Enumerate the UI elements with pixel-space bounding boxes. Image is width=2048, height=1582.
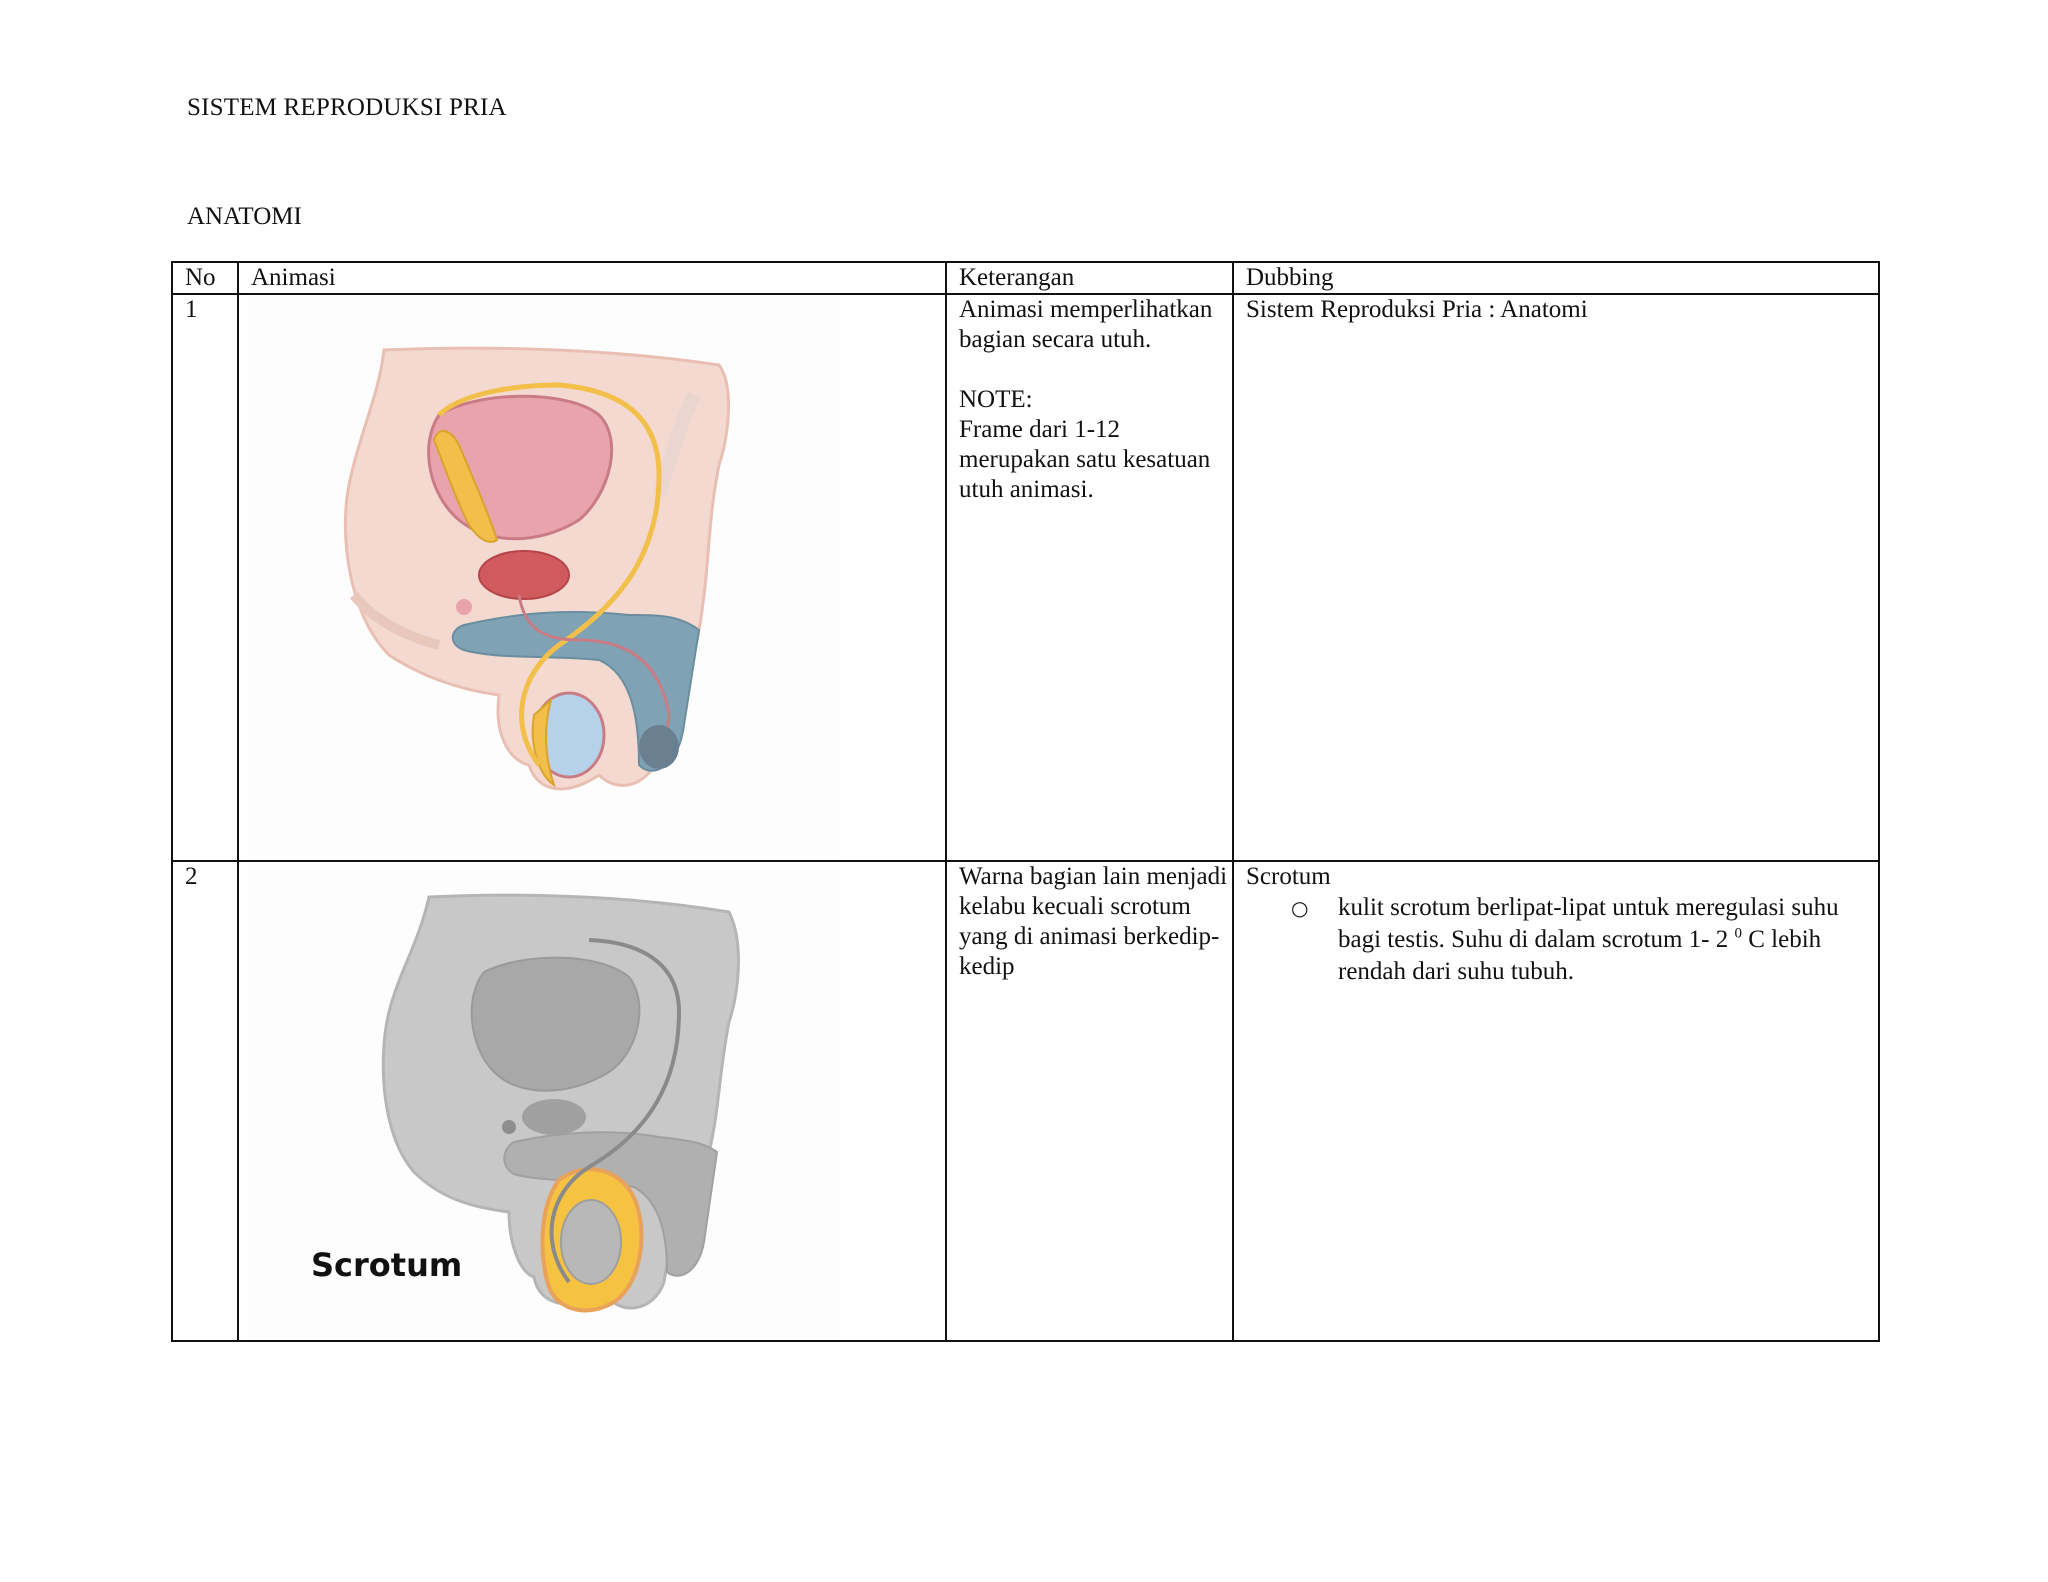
table-row xyxy=(172,861,1879,1341)
table-row xyxy=(172,294,1879,861)
dubbing-title: Sistem Reproduksi Pria : Anatomi xyxy=(1246,296,1588,323)
animation-frame-cell xyxy=(238,861,946,1341)
keterangan-text: Animasi memperlihatkan bagian secara utuh. NOTE: Frame dari 1-12 merupakan satu kesatuan utuh animasi. xyxy=(946,294,1233,861)
animation-script-table xyxy=(171,261,1880,1342)
hollow-bullet-icon: ○ xyxy=(1291,896,1309,920)
dubbing-cell xyxy=(1233,861,1879,1341)
glans-shape xyxy=(639,725,679,769)
scrotum-label: Scrotum xyxy=(311,1246,463,1284)
list-item xyxy=(1246,892,1878,988)
header-dubbing: Dubbing xyxy=(1233,262,1879,294)
degree-superscript: 0 xyxy=(1734,925,1742,942)
dubbing-title: Scrotum xyxy=(1246,863,1331,890)
anatomy-color-illustration xyxy=(239,295,945,860)
keterangan-text: Warna bagian lain menjadi kelabu kecuali scrotum yang di animasi berkedip-kedip xyxy=(946,861,1233,1341)
section-title: ANATOMI xyxy=(187,203,302,230)
testis-grey-shape xyxy=(561,1200,621,1284)
animation-frame-cell xyxy=(238,294,946,861)
table-header-row xyxy=(172,262,1879,294)
dubbing-bullet-list xyxy=(1246,892,1878,988)
bullet-text-end: C lebih rendah dari suhu tubuh. xyxy=(1338,926,1822,985)
prostate-shape xyxy=(479,551,569,599)
bullet-text-start: kulit scrotum berlipat-lipat untuk meregulasi suhu bagi testis. Suhu di dalam scrotum 1- 2 xyxy=(1338,894,1839,953)
prostate-grey-shape xyxy=(522,1099,586,1135)
row-number: 1 xyxy=(172,294,238,861)
row-number: 2 xyxy=(172,861,238,1341)
document-title: SISTEM REPRODUKSI PRIA xyxy=(187,94,507,121)
header-animasi: Animasi xyxy=(238,262,946,294)
anatomy-grey-illustration xyxy=(239,862,945,1340)
gland-grey-shape xyxy=(502,1120,516,1134)
dubbing-cell xyxy=(1233,294,1879,861)
header-no: No xyxy=(172,262,238,294)
bulbourethral-gland-shape xyxy=(456,599,472,615)
header-keterangan: Keterangan xyxy=(946,262,1233,294)
